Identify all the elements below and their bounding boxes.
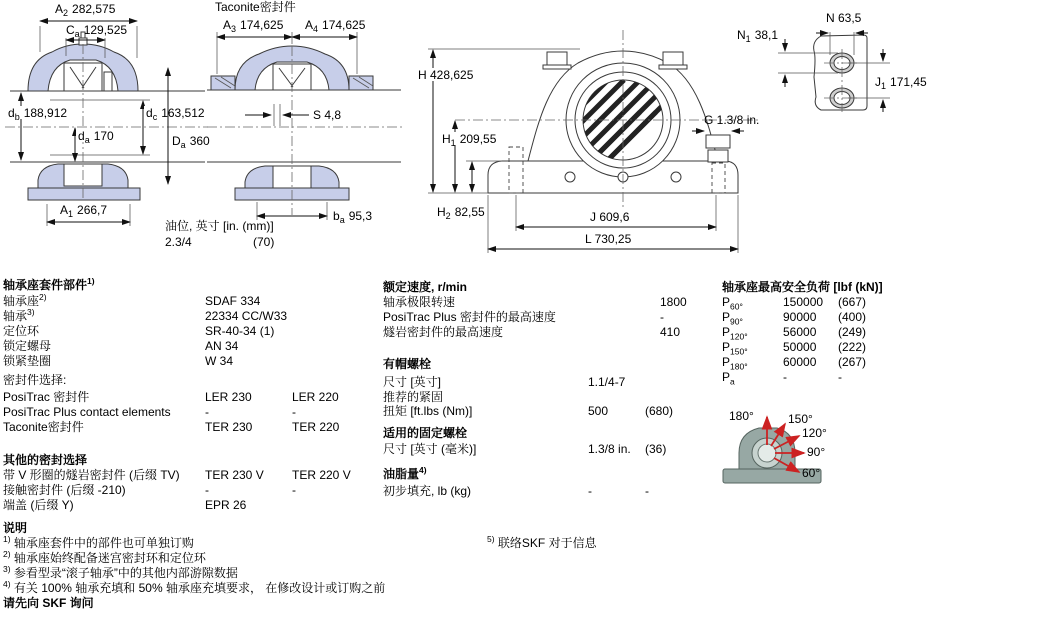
seal-row: PosiTrac Plus contact elements - - bbox=[3, 405, 296, 419]
speed-row: PosiTrac Plus 密封件的最高速度 - bbox=[383, 310, 664, 324]
dim-n: N 63,5 bbox=[826, 11, 862, 25]
dim-db: $d_b$ 188,912 bbox=[8, 106, 68, 122]
dim-a3: $A_3$ 174,625 bbox=[223, 18, 284, 34]
parts-row: 定位环 SR-40-34 (1) bbox=[3, 324, 275, 338]
cap-bolt-row: 尺寸 [英寸] 1.1/4-7 bbox=[383, 375, 626, 389]
safe-load-column bbox=[722, 0, 1042, 620]
notes-footer: 请先向 SKF 询问 bbox=[3, 596, 94, 610]
attachment-bolt-row: 尺寸 [英寸 (毫米)] 1.3/8 in. (36) bbox=[383, 442, 667, 456]
speed-and-bolts-column bbox=[383, 0, 723, 620]
notes-header: 说明 bbox=[3, 521, 28, 535]
safe-load-row: $P_{90^\circ}$ 90000 (400) bbox=[722, 310, 867, 327]
parts-and-seals-column bbox=[3, 0, 386, 620]
safe-load-row: $P_a$ - - bbox=[722, 370, 842, 387]
dim-s: S 4,8 bbox=[313, 108, 342, 122]
angle-60-label: 60° bbox=[802, 466, 821, 480]
contact-skf-note: $^{5)}$ 联络SKF 对于信息 bbox=[487, 534, 597, 550]
note-item: $^{4)}$ 有关 100% 轴承充填和 50% 轴承座充填要求， 在修改设计或订购之前 bbox=[3, 579, 386, 595]
parts-row: 轴承座$^{2)}$ SDAF 334 bbox=[3, 292, 261, 308]
other-seal-row: 带 V 形圈的燧岩密封件 (后缀 TV) TER 230 V TER 220 V bbox=[3, 468, 351, 482]
parts-section-header: 轴承座套件部件$^{1)}$ bbox=[3, 276, 95, 292]
oil-level-label: 油位, 英寸 [in. (mm)] bbox=[165, 219, 274, 233]
dim-j: J 609,6 bbox=[590, 210, 630, 224]
safe-load-row: $P_{180^\circ}$ 60000 (267) bbox=[722, 355, 867, 372]
cap-bolt-row: 扭矩 [ft.lbs (Nm)] 500 (680) bbox=[383, 404, 674, 418]
dim-a2: $A_2$ 282,575 bbox=[55, 2, 116, 18]
dim-ba: $b_a$ 95,3 bbox=[333, 209, 373, 225]
note-item: $^{3)}$ 参看型录“滚子轴承”中的其他内部游隙数据 bbox=[3, 564, 238, 580]
note-item: $^{1)}$ 轴承座套件中的部件也可单独订购 bbox=[3, 534, 194, 550]
cap-bolt-row: 推荐的紧固 bbox=[383, 390, 444, 404]
dim-l: L 730,25 bbox=[585, 232, 632, 246]
other-seal-row: 接触密封件 (后缀 -210) - - bbox=[3, 483, 296, 497]
seal-row: Taconite密封件 TER 230 TER 220 bbox=[3, 420, 340, 434]
dim-h1: $H_1$ 209,55 bbox=[442, 132, 497, 148]
parts-row: 锁紧垫圈 W 34 bbox=[3, 354, 234, 368]
other-seal-row: 端盖 (后缀 Y) EPR 26 bbox=[3, 498, 247, 512]
grease-row: 初步填充, lb (kg) - - bbox=[383, 484, 649, 498]
safe-load-row: $P_{120^\circ}$ 56000 (249) bbox=[722, 325, 867, 342]
dim-Da: $D_a$ 360 bbox=[172, 134, 210, 150]
speed-header: 额定速度, r/min bbox=[383, 280, 468, 294]
other-seals-header: 其他的密封选择 bbox=[3, 453, 88, 467]
parts-row: 锁定螺母 AN 34 bbox=[3, 339, 239, 353]
safe-load-header: 轴承座最高安全负荷 [lbf (kN)] bbox=[722, 280, 883, 294]
dim-a1: $A_1$ 266,7 bbox=[60, 203, 108, 219]
angle-90-label: 90° bbox=[807, 445, 826, 459]
dim-a4: $A_4$ 174,625 bbox=[305, 18, 366, 34]
angle-180-label: 180° bbox=[729, 409, 754, 423]
oil-level-mm: (70) bbox=[253, 235, 275, 249]
parts-row: 轴承$^{3)}$ 22334 CC/W33 bbox=[3, 307, 288, 323]
safe-load-row: $P_{60^\circ}$ 150000 (667) bbox=[722, 295, 867, 312]
cap-bolts-header: 有帽螺栓 bbox=[383, 357, 432, 371]
speed-row: 燧岩密封件的最高速度 410 bbox=[383, 325, 681, 339]
speed-row: 轴承极限转速 1800 bbox=[383, 295, 687, 309]
safe-load-row: $P_{150^\circ}$ 50000 (222) bbox=[722, 340, 867, 357]
dim-dc: $d_c$ 163,512 bbox=[146, 106, 205, 122]
oil-level-inches: 2.3/4 bbox=[165, 235, 192, 249]
dim-j1: $J_1$ 171,45 bbox=[875, 75, 927, 91]
dim-ca: $C_a$ 129,525 bbox=[66, 23, 128, 39]
dim-h: H 428,625 bbox=[418, 68, 474, 82]
dim-g: G 1.3/8 in. bbox=[704, 113, 760, 127]
seal-row: PosiTrac 密封件 LER 230 LER 220 bbox=[3, 390, 339, 404]
taconite-title: Taconite密封件 bbox=[215, 0, 296, 14]
dim-h2: $H_2$ 82,55 bbox=[437, 205, 485, 221]
attachment-bolts-header: 适用的固定螺栓 bbox=[383, 426, 468, 440]
dim-n1: $N_1$ 38,1 bbox=[737, 28, 779, 44]
grease-header: 油脂量$^{4)}$ bbox=[383, 465, 427, 481]
seal-options-header: 密封件选择: bbox=[3, 373, 67, 387]
dim-da: $d_a$ 170 bbox=[78, 129, 114, 145]
note-item: $^{2)}$ 轴承座始终配备迷宫密封环和定位环 bbox=[3, 549, 206, 565]
angle-120-label: 120° bbox=[802, 426, 827, 440]
angle-150-label: 150° bbox=[788, 412, 813, 426]
